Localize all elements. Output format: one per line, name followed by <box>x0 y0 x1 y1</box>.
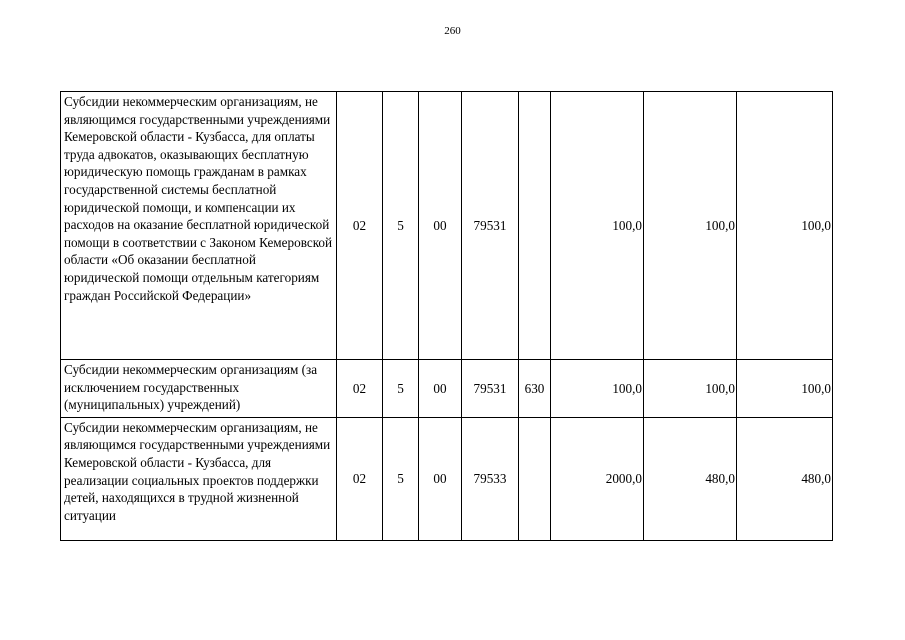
table-row <box>61 360 833 418</box>
direction-code: 79533 <box>462 417 519 540</box>
amount-1: 100,0 <box>551 360 644 418</box>
amount-1: 2000,0 <box>551 417 644 540</box>
main-event-code: 00 <box>419 360 462 418</box>
subprogram-code: 5 <box>383 417 419 540</box>
table-row <box>61 417 833 540</box>
main-event-code: 00 <box>419 417 462 540</box>
direction-code: 79531 <box>462 92 519 360</box>
budget-table <box>60 91 833 541</box>
amount-1: 100,0 <box>551 92 644 360</box>
program-code: 02 <box>337 92 383 360</box>
main-event-code: 00 <box>419 92 462 360</box>
amount-2: 480,0 <box>644 417 737 540</box>
expense-type-code <box>519 92 551 360</box>
direction-code: 79531 <box>462 360 519 418</box>
program-code: 02 <box>337 417 383 540</box>
amount-3: 480,0 <box>737 417 833 540</box>
subprogram-code: 5 <box>383 360 419 418</box>
amount-2: 100,0 <box>644 92 737 360</box>
expense-type-code: 630 <box>519 360 551 418</box>
table-row <box>61 92 833 360</box>
row-description: Субсидии некоммерческим организациям (за исключением государственных (муниципальных) учреждений) <box>61 360 337 418</box>
amount-3: 100,0 <box>737 92 833 360</box>
subprogram-code: 5 <box>383 92 419 360</box>
page-number: 260 <box>444 25 461 37</box>
amount-2: 100,0 <box>644 360 737 418</box>
row-description: Субсидии некоммерческим организациям, не являющимся государственными учреждениями Кемеровской области - Кузбасса, для реализации социальных проектов поддержки детей, находящихся в трудной жизненной ситуации <box>61 417 337 540</box>
row-description: Субсидии некоммерческим организациям, не являющимся государственными учреждениями Кемеровской области - Кузбасса, для оплаты труда адвокатов, оказывающих бесплатную юридическую помощь гражданам в рамках государственной системы бесплатной юридической помощи, и компенсации их расходов на оказание бесплатной юридической помощи в соответствии с Законом Кемеровской области «Об оказании бесплатной юридической помощи отдельным категориям граждан Российской Федерации» <box>61 92 337 360</box>
program-code: 02 <box>337 360 383 418</box>
expense-type-code <box>519 417 551 540</box>
amount-3: 100,0 <box>737 360 833 418</box>
